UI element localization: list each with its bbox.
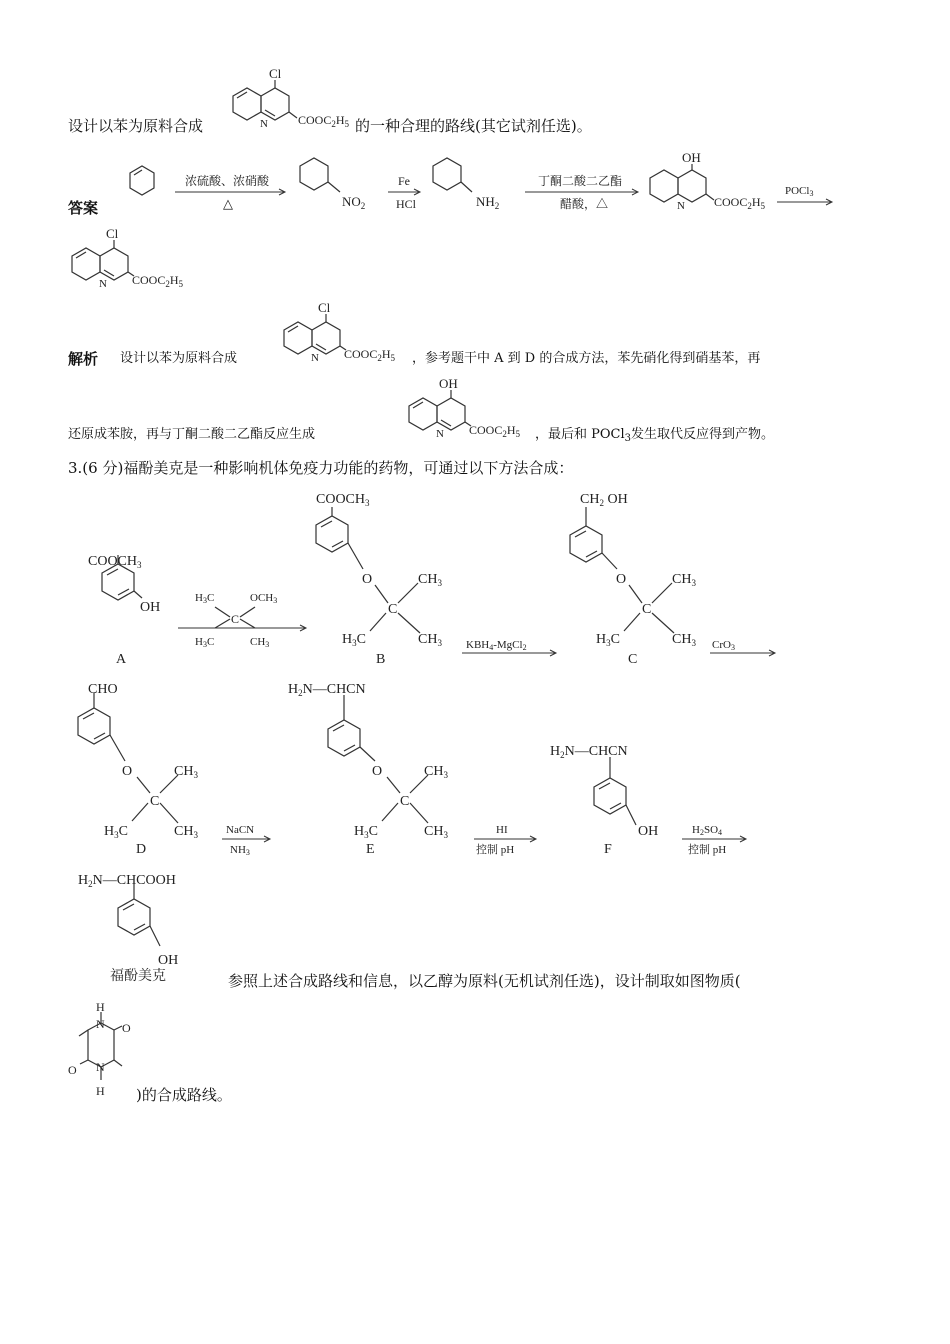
reagent-h2so4: H2SO4 [692, 824, 723, 837]
analysis-text-1: 设计以苯为原料合成 [120, 351, 238, 366]
b-h3c: $H_3C$ [342, 632, 366, 648]
dkp-n-top: N [96, 1017, 105, 1031]
e-o: O [372, 764, 383, 779]
step3-top: 丁酮二酸二乙酯 [538, 174, 623, 188]
analysis-structure-2 [405, 376, 545, 442]
d-h3c: $H_3C$ [104, 824, 128, 840]
f-h2n-chcn: $H_2N—CHCN$ [550, 744, 628, 760]
reagent-nh3: NH3 [230, 844, 250, 857]
c-c: C [642, 602, 652, 617]
answer-product-structure [68, 226, 208, 292]
ester-label-2: $COOC_2H_5$ [714, 195, 766, 211]
analysis-text-4: ，最后和 POCl$_3$发生取代反应得到产物。 [535, 427, 775, 444]
c-ch3-bottom: $CH_3$ [672, 632, 696, 648]
product-oh: OH [158, 953, 179, 968]
oh-label: OH [682, 150, 701, 165]
synthesis-row-1 [80, 485, 780, 670]
label-c: C [628, 652, 638, 667]
c-h3c: $H_3C$ [596, 632, 620, 648]
e-c: C [400, 794, 410, 809]
question-3-text: 3.(6 分)福酚美克是一种影响机体免疫力功能的药物，可通过以下方法合成： [68, 459, 574, 477]
reagent-ph-1: 控制 pH [476, 844, 515, 856]
reagent-h3c-1: H3C [195, 592, 215, 605]
d-o: O [122, 764, 133, 779]
reagent-h3c-2: H3C [195, 636, 215, 649]
reagent-och3: OCH3 [250, 592, 278, 605]
dkp-o-right: O [122, 1021, 131, 1035]
analysis-structure-1 [280, 300, 420, 366]
label-a: A [116, 652, 127, 667]
reagent-ch3: CH3 [250, 636, 270, 649]
cl-label: Cl [269, 66, 282, 81]
followup-text: 参照上述合成路线和信息，以乙醇为原料(无机试剂任选)，设计制取如图物质( [228, 972, 741, 990]
b-ch3-bottom: $CH_3$ [418, 632, 442, 648]
dkp-o-left: O [68, 1063, 77, 1077]
n-label-2: N [677, 200, 685, 212]
b-ch3-top: $CH_3$ [418, 572, 442, 588]
d-ch3-top: $CH_3$ [174, 764, 198, 780]
reagent-kbh4-mgcl2: KBH4-MgCl2 [466, 639, 527, 652]
ester-label-4: $COOC_2H_5$ [344, 347, 396, 363]
step1-top: 浓硫酸、浓硝酸 [185, 174, 270, 188]
synthesis-row-2 [70, 675, 770, 860]
reagent-nacn: NaCN [226, 824, 255, 836]
dkp-h-top: H [96, 1000, 105, 1014]
cl-label-4: Cl [318, 300, 331, 315]
label-e: E [366, 842, 375, 857]
followup-end: )的合成路线。 [136, 1086, 232, 1104]
step2-bottom: HCl [396, 197, 417, 211]
reagent-ph-2: 控制 pH [688, 844, 727, 856]
e-h2n-chcn: $H_2N—CHCN$ [288, 682, 366, 698]
label-d: D [136, 842, 147, 857]
f-oh: OH [638, 824, 659, 839]
b-cooch3: $COOCH_3$ [316, 492, 370, 508]
reagent-cro3: CrO3 [712, 639, 735, 652]
d-ch3-bottom: $CH_3$ [174, 824, 198, 840]
step2-top: Fe [398, 174, 410, 188]
target-quinoline-structure [225, 66, 365, 136]
e-ch3-bottom: $CH_3$ [424, 824, 448, 840]
product-h2n-chcooh: $H_2N—CHCOOH$ [78, 873, 176, 889]
b-c: C [388, 602, 398, 617]
product-name: 福酚美克 [110, 969, 166, 984]
dkp-h-bottom: H [96, 1084, 105, 1098]
ester-label-5: $COOC_2H_5$ [469, 423, 521, 439]
reagent-center-c: C [231, 612, 240, 626]
n-label-4: N [311, 352, 319, 364]
ester-label: $COOC_2H_5$ [298, 113, 350, 129]
n-label: N [260, 118, 268, 130]
e-h3c: $H_3C$ [354, 824, 378, 840]
step1-bottom: △ [223, 196, 233, 211]
diketopiperazine-structure [64, 998, 144, 1103]
e-ch3-top: $CH_3$ [424, 764, 448, 780]
b-o: O [362, 572, 373, 587]
c-o: O [616, 572, 627, 587]
oh-label-2: OH [439, 376, 458, 391]
nh2-label: $NH_2$ [476, 194, 500, 211]
a-oh: OH [140, 600, 161, 615]
dkp-n-bottom: N [96, 1060, 105, 1074]
d-c: C [150, 794, 160, 809]
reagent-hi: HI [496, 824, 508, 836]
ester-label-3: $COOC_2H_5$ [132, 273, 184, 289]
c-ch3-top: $CH_3$ [672, 572, 696, 588]
c-ch2oh: $CH_2$ OH [580, 492, 628, 508]
product-structure [78, 868, 218, 983]
a-cooch3: $COOCH_3$ [88, 554, 142, 570]
intro-text-after: 的一种合理的路线(其它试剂任选)。 [355, 117, 592, 135]
answer-scheme [120, 148, 840, 218]
no2-label: $NO_2$ [342, 194, 366, 211]
step4-top: POCl3 [785, 185, 814, 198]
analysis-label: 解析 [68, 350, 99, 368]
label-b: B [376, 652, 386, 667]
n-label-3: N [99, 278, 107, 290]
label-f: F [604, 842, 612, 857]
intro-text-before: 设计以苯为原料合成 [68, 117, 204, 135]
answer-label: 答案 [68, 199, 99, 217]
step3-bottom: 醋酸，△ [560, 197, 609, 211]
cl-label-3: Cl [106, 226, 119, 241]
n-label-5: N [436, 428, 444, 440]
analysis-text-2: ，参考题干中 A 到 D 的合成方法，苯先硝化得到硝基苯，再 [412, 351, 761, 366]
d-cho: CHO [88, 682, 118, 697]
analysis-text-3: 还原成苯胺，再与丁酮二酸二乙酯反应生成 [68, 427, 316, 442]
